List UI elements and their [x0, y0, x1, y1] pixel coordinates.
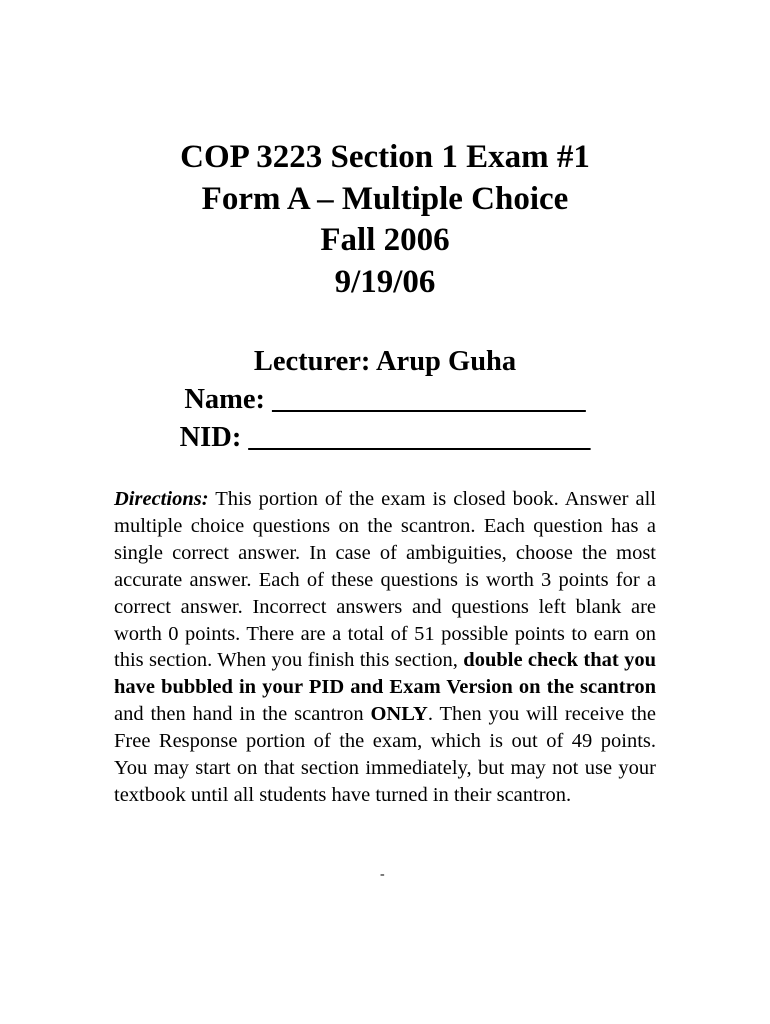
title-course-line: COP 3223 Section 1 Exam #1 [180, 139, 590, 175]
title-term-line: Fall 2006 [320, 222, 450, 258]
nid-field: NID: ________________________ [179, 422, 591, 453]
directions-paragraph [114, 486, 656, 809]
exam-title [0, 137, 770, 303]
name-field: Name: ______________________ [184, 384, 586, 415]
directions-label: Directions: [114, 488, 209, 510]
directions-text-3: . Then you will receive the Free Response portion of the exam, which is out of 49 points. You may start on that section immediately, but may not use your textbook until all students have turned in their scantron. [114, 703, 656, 806]
directions-bold-2: ONLY [370, 703, 428, 726]
title-date-line: 9/19/06 [334, 263, 436, 300]
directions-bold-1: double check that you have bubbled in your PID and Exam Version on the scantron [114, 649, 656, 699]
directions-text-2: and then hand in the scantron [114, 703, 371, 726]
student-info [0, 343, 770, 457]
directions-text-1: This portion of the exam is closed book. Answer all multiple choice questions on the scantron. Each question has a single correct answer. In case of ambiguities, choose the most accurate answer. Each of these questions is worth 3 points for a correct answer. Incorrect answers and questions left blank are worth 0 points. There are a total of 51 possible points to earn on this section. When you finish this section, [114, 488, 656, 672]
footer-mark: - [380, 867, 385, 882]
lecturer-line: Lecturer: Arup Guha [253, 346, 517, 377]
title-form-line: Form A – Multiple Choice [201, 180, 569, 217]
